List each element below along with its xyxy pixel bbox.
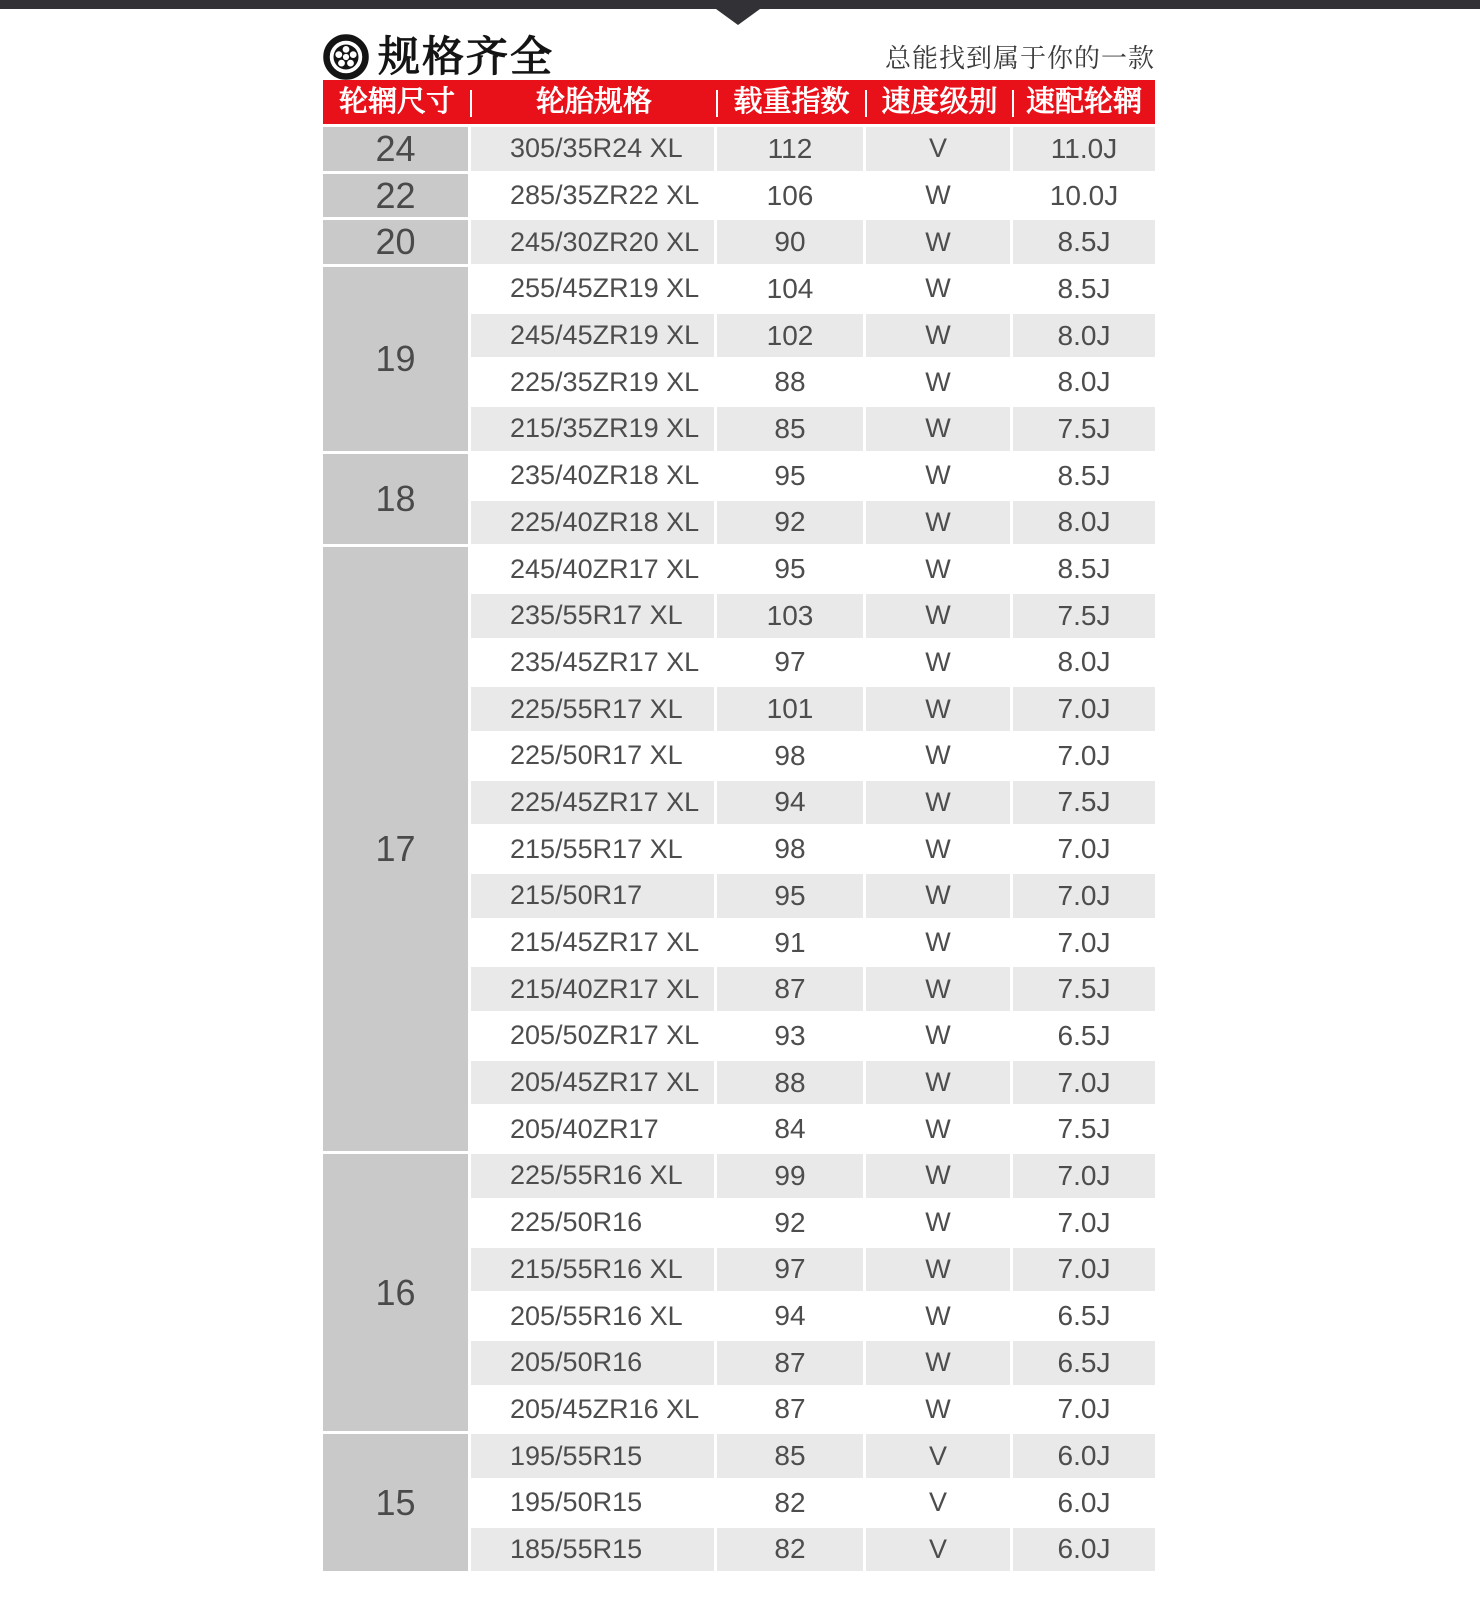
speed-rating-cell: W xyxy=(866,874,1013,918)
tire-spec-cell: 215/55R17 XL xyxy=(471,827,717,871)
tire-spec-cell: 195/55R15 xyxy=(471,1434,717,1478)
load-index-cell: 104 xyxy=(717,267,866,311)
speed-rating-cell: V xyxy=(866,1528,1013,1572)
tire-spec-table xyxy=(323,80,1155,1574)
table-header xyxy=(323,80,1155,127)
rim-size-cell: 18 xyxy=(323,454,471,547)
rim-size-cell: 24 xyxy=(323,127,471,174)
speed-rating-cell: W xyxy=(866,314,1013,358)
tire-spec-cell: 195/50R15 xyxy=(471,1481,717,1525)
column-header: 速度级别 xyxy=(881,85,998,118)
rim-width-cell: 7.0J xyxy=(1057,926,1111,958)
rim-size-group xyxy=(323,220,1155,267)
table-row xyxy=(471,314,1155,361)
rim-width-cell: 8.5J xyxy=(1057,459,1111,491)
speed-rating-cell: W xyxy=(866,1154,1013,1198)
column-header: 轮胎规格 xyxy=(535,85,652,118)
table-row xyxy=(471,1434,1155,1481)
load-index-cell: 91 xyxy=(717,921,866,965)
rim-size-group xyxy=(323,127,1155,174)
rim-width-cell: 7.0J xyxy=(1057,1393,1111,1425)
rim-width-cell: 6.5J xyxy=(1057,1019,1111,1051)
load-index-cell: 93 xyxy=(717,1014,866,1058)
tire-spec-cell: 245/45ZR19 XL xyxy=(471,314,717,358)
table-row xyxy=(471,1248,1155,1295)
speed-rating-cell: W xyxy=(866,921,1013,965)
table-row xyxy=(471,594,1155,641)
table-row xyxy=(471,220,1155,267)
tire-spec-cell: 225/50R16 xyxy=(471,1201,717,1245)
speed-rating-cell: W xyxy=(866,781,1013,825)
load-index-cell: 92 xyxy=(717,1201,866,1245)
table-row xyxy=(471,967,1155,1014)
tire-spec-cell: 225/55R17 XL xyxy=(471,687,717,731)
tire-spec-cell: 205/50ZR17 XL xyxy=(471,1014,717,1058)
tire-spec-cell: 215/50R17 xyxy=(471,874,717,918)
rim-width-cell: 10.0J xyxy=(1049,179,1119,211)
speed-rating-cell: W xyxy=(866,1061,1013,1105)
load-index-cell: 99 xyxy=(717,1154,866,1198)
table-body xyxy=(323,127,1155,1574)
rim-width-cell: 6.0J xyxy=(1057,1486,1111,1518)
tire-spec-cell: 225/50R17 XL xyxy=(471,734,717,778)
tire-spec-cell: 245/40ZR17 XL xyxy=(471,547,717,591)
table-row xyxy=(471,1201,1155,1248)
load-index-cell: 90 xyxy=(717,220,866,264)
rim-width-cell: 7.0J xyxy=(1057,1159,1111,1191)
load-index-cell: 85 xyxy=(717,1434,866,1478)
table-row xyxy=(471,1388,1155,1435)
rim-width-cell: 7.5J xyxy=(1057,973,1111,1005)
table-row xyxy=(471,1528,1155,1575)
section-subtitle: 总能找到属于你的一款 xyxy=(884,43,1155,73)
table-row xyxy=(471,687,1155,734)
speed-rating-cell: W xyxy=(866,454,1013,498)
rim-width-cell: 8.5J xyxy=(1057,553,1111,585)
tire-spec-cell: 205/50R16 xyxy=(471,1341,717,1385)
table-row xyxy=(471,827,1155,874)
speed-rating-cell: W xyxy=(866,1248,1013,1292)
rim-width-cell: 7.5J xyxy=(1057,412,1111,444)
speed-rating-cell: V xyxy=(866,1481,1013,1525)
tire-spec-cell: 225/45ZR17 XL xyxy=(471,781,717,825)
rim-width-cell: 6.0J xyxy=(1057,1440,1111,1472)
speed-rating-cell: W xyxy=(866,407,1013,451)
speed-rating-cell: W xyxy=(866,967,1013,1011)
rim-size-cell: 19 xyxy=(323,267,471,454)
tire-spec-cell: 215/35ZR19 XL xyxy=(471,407,717,451)
load-index-cell: 106 xyxy=(717,174,866,218)
tire-spec-cell: 215/45ZR17 XL xyxy=(471,921,717,965)
rim-width-cell: 8.0J xyxy=(1057,506,1111,538)
tire-spec-cell: 245/30ZR20 XL xyxy=(471,220,717,264)
table-row xyxy=(471,1341,1155,1388)
table-row xyxy=(471,1107,1155,1154)
wheel-icon xyxy=(323,34,369,80)
load-index-cell: 87 xyxy=(717,1341,866,1385)
table-row xyxy=(471,454,1155,501)
tire-spec-cell: 235/45ZR17 XL xyxy=(471,641,717,685)
rim-size-cell: 22 xyxy=(323,174,471,221)
load-index-cell: 112 xyxy=(717,127,866,171)
table-row xyxy=(471,1294,1155,1341)
load-index-cell: 95 xyxy=(717,874,866,918)
rim-size-cell: 16 xyxy=(323,1154,471,1434)
table-row xyxy=(471,734,1155,781)
rim-size-cell: 15 xyxy=(323,1434,471,1574)
rim-size-group xyxy=(323,174,1155,221)
speed-rating-cell: W xyxy=(866,501,1013,545)
tire-spec-cell: 205/55R16 XL xyxy=(471,1294,717,1338)
speed-rating-cell: W xyxy=(866,1341,1013,1385)
header-separator xyxy=(865,90,867,117)
rim-width-cell: 7.0J xyxy=(1057,739,1111,771)
rim-width-cell: 7.0J xyxy=(1057,1253,1111,1285)
table-row xyxy=(471,641,1155,688)
table-row xyxy=(471,407,1155,454)
load-index-cell: 97 xyxy=(717,1248,866,1292)
tire-spec-cell: 215/55R16 XL xyxy=(471,1248,717,1292)
load-index-cell: 82 xyxy=(717,1481,866,1525)
table-row xyxy=(471,1154,1155,1201)
rim-width-cell: 7.5J xyxy=(1057,1113,1111,1145)
load-index-cell: 94 xyxy=(717,1294,866,1338)
speed-rating-cell: W xyxy=(866,174,1013,218)
load-index-cell: 92 xyxy=(717,501,866,545)
rim-width-cell: 8.0J xyxy=(1057,319,1111,351)
rim-size-group xyxy=(323,454,1155,547)
speed-rating-cell: W xyxy=(866,1014,1013,1058)
top-divider-bar xyxy=(0,0,1480,9)
load-index-cell: 98 xyxy=(717,827,866,871)
table-row xyxy=(471,267,1155,314)
rim-width-cell: 8.5J xyxy=(1057,226,1111,258)
speed-rating-cell: W xyxy=(866,220,1013,264)
load-index-cell: 94 xyxy=(717,781,866,825)
speed-rating-cell: V xyxy=(866,127,1013,171)
tire-spec-cell: 305/35R24 XL xyxy=(471,127,717,171)
table-row xyxy=(471,501,1155,548)
table-row xyxy=(471,1014,1155,1061)
rim-size-group xyxy=(323,267,1155,454)
header-separator xyxy=(716,90,718,117)
tire-spec-cell: 225/55R16 XL xyxy=(471,1154,717,1198)
rim-width-cell: 7.0J xyxy=(1057,693,1111,725)
load-index-cell: 87 xyxy=(717,967,866,1011)
load-index-cell: 82 xyxy=(717,1528,866,1572)
speed-rating-cell: W xyxy=(866,594,1013,638)
speed-rating-cell: W xyxy=(866,267,1013,311)
load-index-cell: 95 xyxy=(717,454,866,498)
speed-rating-cell: W xyxy=(866,827,1013,871)
tire-spec-cell: 205/45ZR17 XL xyxy=(471,1061,717,1105)
rim-width-cell: 6.5J xyxy=(1057,1300,1111,1332)
speed-rating-cell: W xyxy=(866,1388,1013,1432)
rim-width-cell: 7.0J xyxy=(1057,1206,1111,1238)
rim-size-cell: 17 xyxy=(323,547,471,1154)
section-pointer-triangle xyxy=(716,9,760,25)
rim-width-cell: 7.0J xyxy=(1057,1066,1111,1098)
rim-width-cell: 8.0J xyxy=(1057,366,1111,398)
rim-width-cell: 6.0J xyxy=(1057,1533,1111,1565)
header-separator xyxy=(1012,90,1014,117)
tire-spec-cell: 205/40ZR17 xyxy=(471,1107,717,1151)
rim-size-group xyxy=(323,1154,1155,1434)
speed-rating-cell: W xyxy=(866,1294,1013,1338)
rim-width-cell: 7.5J xyxy=(1057,599,1111,631)
table-row xyxy=(471,1481,1155,1528)
speed-rating-cell: W xyxy=(866,360,1013,404)
tire-spec-cell: 285/35ZR22 XL xyxy=(471,174,717,218)
section-title: 规格齐全 xyxy=(378,32,555,80)
rim-width-cell: 11.0J xyxy=(1050,132,1118,164)
load-index-cell: 84 xyxy=(717,1107,866,1151)
load-index-cell: 95 xyxy=(717,547,866,591)
column-header: 轮辋尺寸 xyxy=(338,85,455,118)
speed-rating-cell: W xyxy=(866,547,1013,591)
rim-size-group xyxy=(323,547,1155,1154)
speed-rating-cell: W xyxy=(866,687,1013,731)
rim-width-cell: 6.5J xyxy=(1057,1346,1111,1378)
speed-rating-cell: W xyxy=(866,734,1013,778)
table-row xyxy=(471,127,1155,174)
load-index-cell: 88 xyxy=(717,1061,866,1105)
speed-rating-cell: W xyxy=(866,641,1013,685)
section-title-block xyxy=(323,34,554,80)
rim-width-cell: 7.0J xyxy=(1057,879,1111,911)
tire-spec-cell: 255/45ZR19 XL xyxy=(471,267,717,311)
rim-width-cell: 8.5J xyxy=(1057,272,1111,304)
table-row xyxy=(471,547,1155,594)
load-index-cell: 87 xyxy=(717,1388,866,1432)
speed-rating-cell: W xyxy=(866,1201,1013,1245)
column-header: 载重指数 xyxy=(733,85,850,118)
tire-spec-cell: 215/40ZR17 XL xyxy=(471,967,717,1011)
load-index-cell: 97 xyxy=(717,641,866,685)
column-header: 速配轮辋 xyxy=(1025,85,1142,118)
table-row xyxy=(471,360,1155,407)
section-header xyxy=(323,28,1155,80)
rim-size-group xyxy=(323,1434,1155,1574)
load-index-cell: 103 xyxy=(717,594,866,638)
table-row xyxy=(471,781,1155,828)
rim-width-cell: 7.0J xyxy=(1057,833,1111,865)
table-row xyxy=(471,174,1155,221)
load-index-cell: 101 xyxy=(717,687,866,731)
speed-rating-cell: W xyxy=(866,1107,1013,1151)
table-row xyxy=(471,874,1155,921)
rim-width-cell: 8.0J xyxy=(1057,646,1111,678)
tire-spec-cell: 205/45ZR16 XL xyxy=(471,1388,717,1432)
rim-width-cell: 7.5J xyxy=(1057,786,1111,818)
load-index-cell: 102 xyxy=(717,314,866,358)
tire-spec-cell: 225/35ZR19 XL xyxy=(471,360,717,404)
header-separator xyxy=(470,90,472,117)
speed-rating-cell: V xyxy=(866,1434,1013,1478)
rim-size-cell: 20 xyxy=(323,220,471,267)
tire-spec-cell: 225/40ZR18 XL xyxy=(471,501,717,545)
table-row xyxy=(471,921,1155,968)
load-index-cell: 85 xyxy=(717,407,866,451)
table-row xyxy=(471,1061,1155,1108)
tire-spec-cell: 185/55R15 xyxy=(471,1528,717,1572)
tire-spec-cell: 235/55R17 XL xyxy=(471,594,717,638)
load-index-cell: 98 xyxy=(717,734,866,778)
load-index-cell: 88 xyxy=(717,360,866,404)
tire-spec-cell: 235/40ZR18 XL xyxy=(471,454,717,498)
